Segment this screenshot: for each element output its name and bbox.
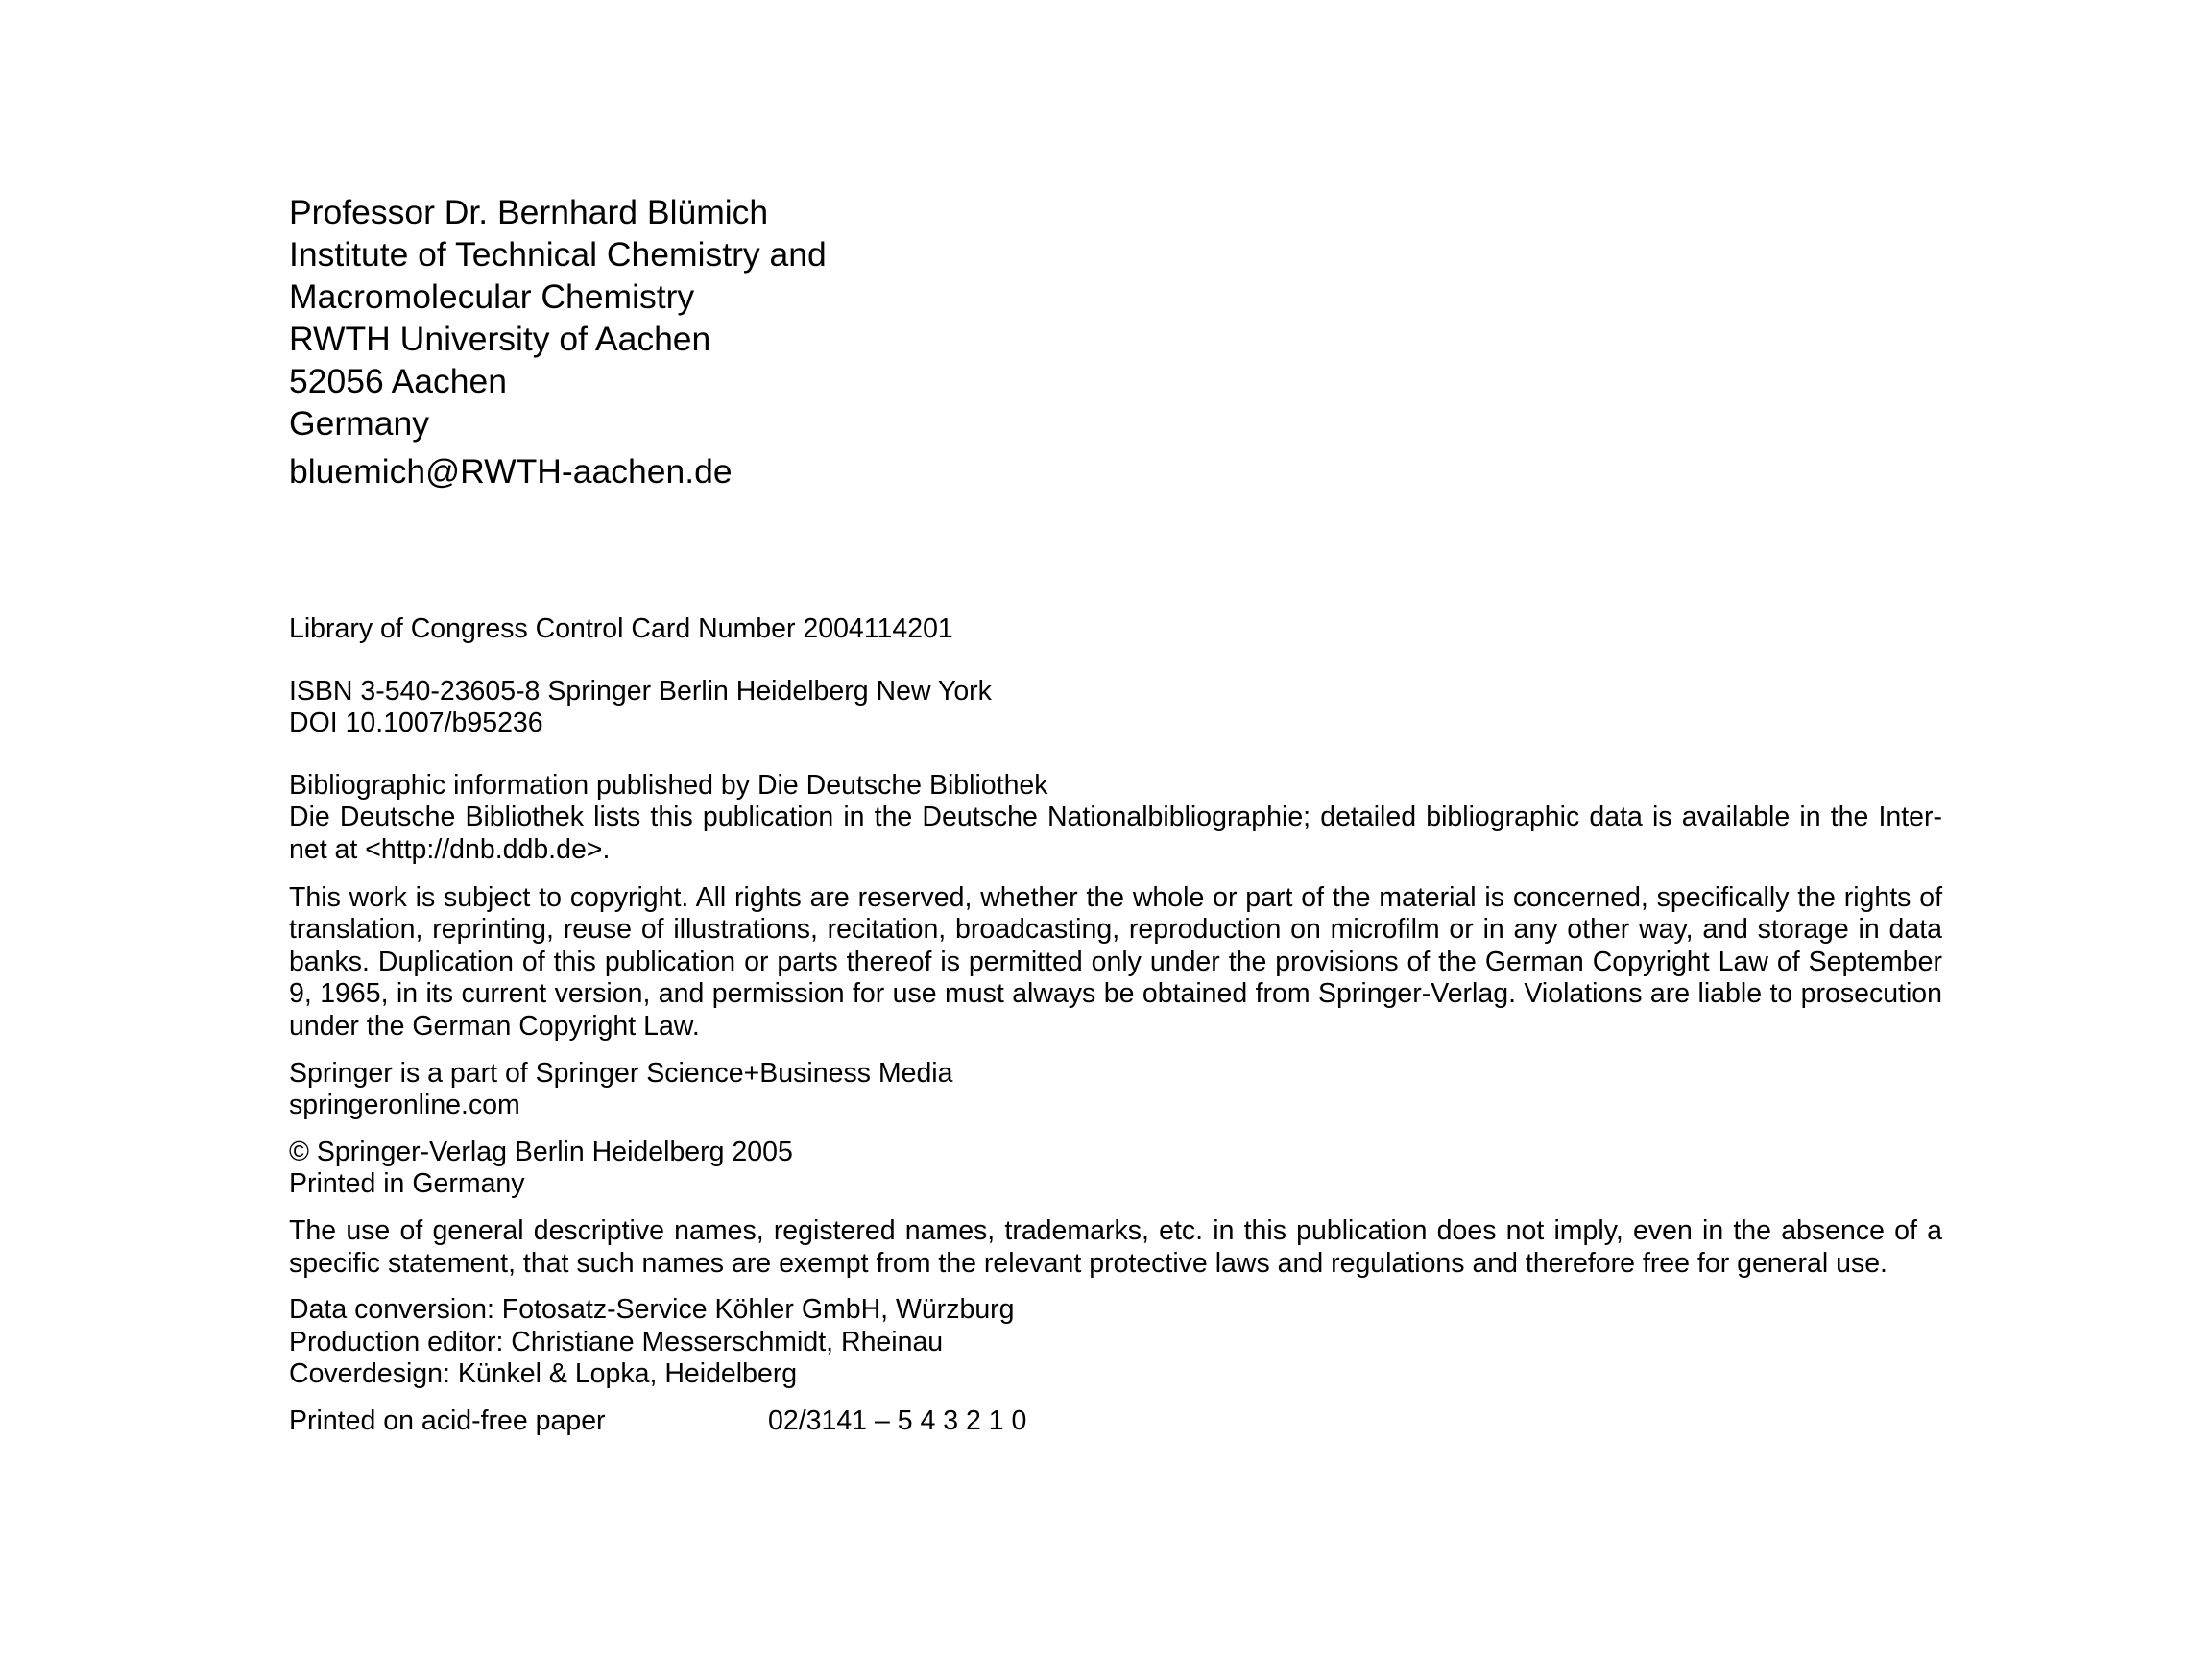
copyright-line: © Springer-Verlag Berlin Heidelberg 2005	[289, 1136, 793, 1167]
doi-line: DOI 10.1007/b95236	[289, 708, 543, 739]
website-line: springeronline.com	[289, 1090, 520, 1121]
paper-note: Printed on acid-free paper	[289, 1404, 606, 1436]
author-name: Professor Dr. Bernhard Blümich	[289, 193, 769, 231]
country: Germany	[289, 404, 429, 443]
author-email: bluemich@RWTH-aachen.de	[289, 452, 733, 491]
data-conversion-line: Data conversion: Fotosatz-Service Köhler GmbH, Würzburg	[289, 1294, 1015, 1326]
city: 52056 Aachen	[289, 362, 508, 400]
printed-in-line: Printed in Germany	[289, 1168, 525, 1200]
paper-print-code-row	[289, 1405, 1942, 1438]
isbn-line: ISBN 3-540-23605-8 Springer Berlin Heidelberg New York	[289, 675, 992, 707]
cover-design-line: Coverdesign: Künkel & Lopka, Heidelberg	[289, 1358, 798, 1390]
bibliographic-heading: Bibliographic information published by Die Deutsche Bibliothek	[289, 769, 1048, 801]
imprint-block	[289, 613, 1942, 1438]
trademark-notice: The use of general descriptive names, registered names, trademarks, etc. in this publication does not imply, even in the absence of a specific statement, that such names are exempt from the relevant protective laws and regulations and therefore free for general use.	[289, 1214, 1942, 1279]
lccn-line: Library of Congress Control Card Number 2004114201	[289, 613, 953, 644]
bibliographic-text: Die Deutsche Bibliothek lists this publication in the Deutsche Nationalbibliographie; detailed bibliographic data is available in the Inter-net at <http://dnb.ddb.de>.	[289, 802, 1942, 865]
institute-line-1: Institute of Technical Chemistry and	[289, 235, 827, 274]
springer-part-line: Springer is a part of Springer Science+Business Media	[289, 1057, 953, 1089]
author-address-block	[289, 191, 1441, 492]
university: RWTH University of Aachen	[289, 320, 711, 358]
institute-line-2: Macromolecular Chemistry	[289, 277, 695, 316]
production-editor-line: Production editor: Christiane Messerschmidt, Rheinau	[289, 1326, 944, 1357]
copyright-notice: This work is subject to copyright. All rights are reserved, whether the whole or part of the material is concerned, specifically the rights of translation, reprinting, reuse of illustrations, recitation, broadcasting, reproduction on microfilm or in any other way, and storage in data banks. Duplication of this publication or parts thereof is permitted only under the provisions of the German Copyright Law of September 9, 1965, in its current version, and permission for use must always be obtained from Springer-Verlag. Violations are liable to prosecution under the German Copyright Law.	[289, 881, 1942, 1042]
print-code: 02/3141 – 5 4 3 2 1 0	[768, 1404, 1027, 1436]
